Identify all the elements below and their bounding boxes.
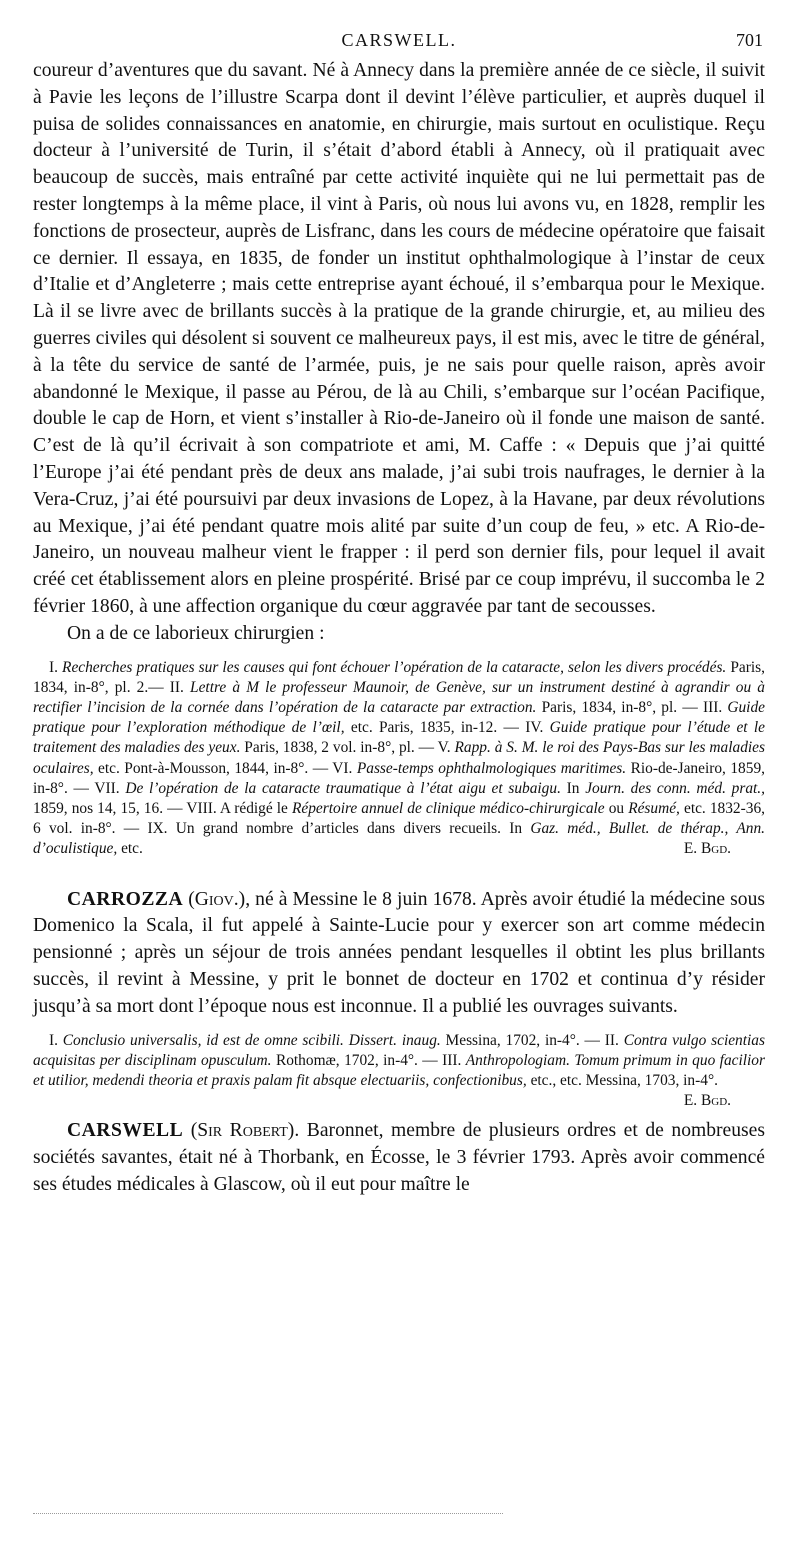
running-header: [33, 28, 765, 58]
bottom-rule: [33, 1513, 503, 1514]
work-number: I.: [49, 658, 63, 676]
bibliography-item: [49, 1032, 605, 1049]
work-number: V.: [437, 739, 455, 757]
entry-text: Baronnet, membre de plusieurs ordres et de nombreuses sociétés savantes, était né à Thorbank, en Écosse, le 3 février 1793. Après avoir commencé ses études médicales à Glascow, où il eut pour maître le: [33, 1120, 766, 1195]
work-number: IX.: [147, 820, 176, 838]
work-title: Journ. des conn. méd. prat.,: [585, 779, 765, 797]
continued-biography-paragraph: coureur d’aventures que du savant. Né à Annecy dans la première année de ce siècle, il suivit à Pavie les leçons de l’illustre Scarpa dont il devint l’élève particulier, et auprès duquel il puisa de solides connaissances en anatomie, en chirurgie, mais surtout en oculistique. Reçu docteur à l’université de Turin, il s’était d’abord établi à Annecy, où il pratiquait avec beaucoup de succès, mais entraîné par cette activité inquiète qui ne lui permettait pas de rester longtemps à la même place, il vint à Paris, où nous lui avons vu, en 1828, remplir les fonctions de prosecteur, auprès de Lisfranc, dans les cours de médecine opératoire que faisait ce dernier. Il essaya, en 1835, de fonder un institut ophthalmologique à l’instar de ceux d’Italie et d’Angleterre ; mais cette entreprise ayant échoué, il s’embarqua pour le Mexique. Là il se livre avec de brillants succès à la pratique de la grande chirurgie, et, au milieu des guerres civiles qui désolent si souvent ce malheureux pays, il est mis, avec le titre de général, à la tête du service de santé de l’armée, puis, je ne sais pour quelle raison, après avoir abandonné le Mexique, il passe au Pérou, de là au Chili, s’embarque sur l’océan Pacifique, double le cap de Horn, et vient s’installer à Rio-de-Janeiro où il fonde une maison de santé. C’est de là qu’il écrivait à son compatriote et ami, M. Caffe : « Depuis que j’ai quitté l’Europe j’ai été pendant près de deux ans malade, j’ai subi trois naufrages, le dernier à la Vera-Cruz, j’ai été poursuivi par deux invasions de Lopez, à la Havane, par deux révolutions au Mexique, j’ai été pendant quatre mois alité par suite d’un coup de feu, » etc. A Rio-de-Janeiro, un nouveau malheur vient le frapper : il perd son dernier fils, pour lequel il avait créé cet établissement alors en pleine prospérité. Brisé par ce coup imprévu, il succomba le 2 février 1860, à une affection organique du cœur aggravée par tant de secousses.: [33, 60, 765, 617]
work-number: VI.: [332, 759, 357, 777]
work-title: Passe-temps ophthalmologiques maritimes.: [356, 759, 627, 777]
author-signature: E. Bgd.: [683, 1092, 731, 1110]
work-details: etc. Paris, 1835, in-12. —: [344, 719, 526, 737]
works-intro: On a de ce laborieux chirurgien :: [67, 622, 325, 644]
entry-given-name: (Sir Robert).: [183, 1120, 300, 1142]
work-details: etc. Pont-à-Mousson, 1844, in-8°. —: [93, 759, 333, 777]
work-details: Paris, 1834, in-8°, pl. 2.—: [33, 658, 765, 696]
work-details: etc.: [117, 840, 143, 858]
work-title: Guide pratique pour l’exploration méthodique de l’œil,: [33, 698, 765, 737]
work-title: Répertoire annuel de clinique médico-chirurgicale: [291, 799, 605, 817]
work-details: Rothomæ, 1702, in-4°. —: [271, 1051, 443, 1069]
work-number: II.: [169, 678, 191, 696]
entry-headword: CARSWELL: [67, 1120, 184, 1142]
entry-headword: CARROZZA: [67, 888, 184, 910]
bibliography-item: [94, 780, 585, 797]
work-title: Guide pratique pour l’étude et le traitement des maladies des yeux.: [33, 719, 765, 757]
work-number: II.: [604, 1031, 624, 1049]
work-title: Résumé,: [628, 799, 680, 817]
work-details: Messina, 1702, in-4°. —: [440, 1031, 605, 1049]
entry-carrozza: [33, 887, 765, 1021]
document-page: [33, 28, 765, 1199]
running-title: CARSWELL.: [341, 30, 457, 50]
work-details: etc., etc. Messina, 1703, in-4°.: [526, 1071, 718, 1089]
entry-text: né à Messine le 8 juin 1678. Après avoir étudié la médecine sous Domenico la Scala, il fut appelé à Sainte-Lucie pour y exercer son art comme médecin pensionné ; après un séjour de trois années pendant lesquelles il obtint les plus brillants succès, il revint à Messine, y prit le bonnet de docteur en 1702 et continua d’y résider jusqu’à sa mort dont l’époque nous est inconnue. Il a publié les ouvrages suivants.: [33, 888, 766, 1017]
work-title: Conclusio universalis, id est de omne scibili. Dissert. inaug.: [62, 1031, 441, 1049]
bibliography-item: [147, 820, 530, 837]
entry-given-name: (Giov.),: [183, 888, 251, 910]
work-number: I.: [49, 1031, 63, 1049]
work-number: VII.: [94, 779, 126, 797]
work-details: ou: [604, 799, 629, 817]
work-title: Rapp. à S. M. le roi des Pays-Bas sur les maladies oculaires,: [33, 739, 766, 777]
bibliography-list: [33, 658, 765, 860]
bibliography-item: [292, 800, 628, 817]
bibliography-item: [186, 800, 292, 817]
work-number: IV.: [525, 719, 550, 737]
work-number: III.: [442, 1051, 466, 1069]
work-title: Contra vulgo scientias acquisitas per disciplinam opusculum.: [33, 1031, 765, 1069]
work-details: A rédigé le: [219, 799, 292, 817]
page-number: 701: [736, 30, 763, 50]
bibliography-list: [33, 1031, 765, 1110]
work-details: 1859, nos 14, 15, 16. —: [33, 799, 187, 817]
work-details: In: [560, 779, 586, 797]
work-number: III.: [702, 698, 728, 716]
work-details: Un grand nombre d’articles dans divers recueils. In: [175, 820, 531, 838]
work-details: Rio-de-Janeiro, 1859, in-8°. —: [33, 759, 765, 797]
entry-carswell: [33, 1118, 765, 1198]
work-title: Gaz. méd., Bullet. de thérap., Ann. d’oculistique,: [33, 820, 765, 858]
work-details: Paris, 1834, in-8°, pl. —: [536, 698, 703, 716]
work-title: Anthropologiam. Tomum primum in quo facilior et utilior, medendi theoria et praxis palam fit absque electuariis, confectionibus,: [33, 1051, 765, 1089]
work-title: Recherches pratiques sur les causes qui font échouer l’opération de la cataracte, selon les divers procédés.: [62, 658, 727, 676]
work-details: Paris, 1838, 2 vol. in-8°, pl. —: [240, 739, 438, 757]
work-details: etc. 1832-36, 6 vol. in-8°. —: [33, 799, 765, 838]
work-number: VIII.: [186, 799, 220, 817]
work-title: Lettre à M le professeur Maunoir, de Genève, sur un instrument destiné à agrandir ou à rectifier l’incision de la cornée dans l’opération de la cataracte par extraction.: [33, 678, 765, 716]
author-signature: E. Bgd.: [683, 840, 731, 858]
work-title: De l’opération de la cataracte traumatique à l’état aigu et subaigu.: [125, 779, 561, 797]
